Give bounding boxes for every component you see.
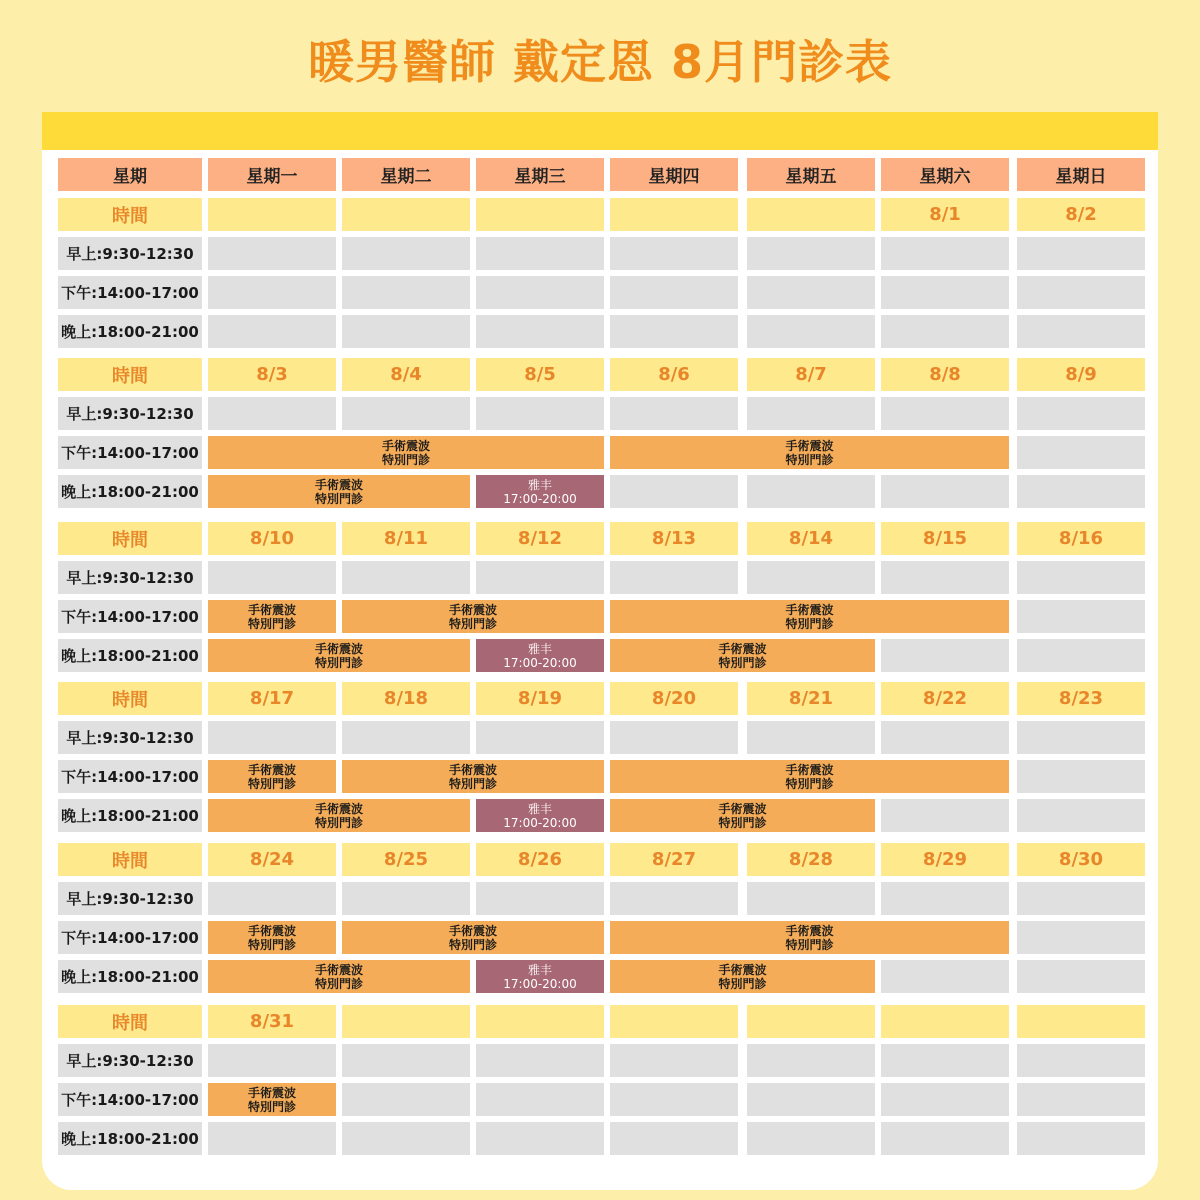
date-cell: 8/26 <box>476 843 604 876</box>
event-line: 特別門診 <box>718 655 767 670</box>
date-cell: 8/19 <box>476 682 604 715</box>
period-label: 晚上:18:00-21:00 <box>58 799 202 832</box>
period-label: 下午:14:00-17:00 <box>58 1083 202 1116</box>
date-cell: 8/29 <box>881 843 1009 876</box>
shockwave-clinic-block <box>610 600 1009 633</box>
shockwave-clinic-block <box>610 760 1009 793</box>
event-line: 17:00-20:00 <box>503 491 577 506</box>
page-title: 暖男醫師 戴定恩 8月門診表 <box>307 35 893 89</box>
event-line: 特別門診 <box>247 937 296 952</box>
date-cell: 8/7 <box>747 358 875 391</box>
day-header-7: 星期日 <box>1017 158 1145 191</box>
period-label: 下午:14:00-17:00 <box>58 436 202 469</box>
event-line: 雅丰 <box>527 641 552 656</box>
event-line: 手術震波 <box>314 801 363 816</box>
event-line: 手術震波 <box>247 602 296 617</box>
period-label: 晚上:18:00-21:00 <box>58 1122 202 1155</box>
period-label: 下午:14:00-17:00 <box>58 760 202 793</box>
empty-slot <box>747 397 875 430</box>
empty-slot <box>476 1044 604 1077</box>
empty-slot <box>1017 639 1145 672</box>
empty-slot <box>881 721 1009 754</box>
event-line: 手術震波 <box>247 1085 296 1100</box>
empty-slot <box>1017 315 1145 348</box>
empty-slot <box>1017 1083 1145 1116</box>
empty-slot <box>747 882 875 915</box>
event-line: 特別門診 <box>785 616 834 631</box>
empty-slot <box>881 397 1009 430</box>
day-header-1: 星期一 <box>208 158 336 191</box>
time-label: 時間 <box>58 358 202 391</box>
shockwave-clinic-block <box>342 760 604 793</box>
empty-slot <box>208 1122 336 1155</box>
event-line: 特別門診 <box>718 815 767 830</box>
date-cell <box>342 198 470 231</box>
date-cell <box>208 198 336 231</box>
date-cell: 8/3 <box>208 358 336 391</box>
period-label: 早上:9:30-12:30 <box>58 237 202 270</box>
event-line: 手術震波 <box>314 962 363 977</box>
empty-slot <box>342 315 470 348</box>
date-cell: 8/12 <box>476 522 604 555</box>
date-cell: 8/20 <box>610 682 738 715</box>
event-line: 手術震波 <box>718 962 767 977</box>
empty-slot <box>747 237 875 270</box>
empty-slot <box>1017 475 1145 508</box>
empty-slot <box>208 721 336 754</box>
event-line: 手術震波 <box>785 438 834 453</box>
event-line: 手術震波 <box>448 602 497 617</box>
event-line: 手術震波 <box>247 762 296 777</box>
date-cell: 8/10 <box>208 522 336 555</box>
empty-slot <box>208 315 336 348</box>
empty-slot <box>610 1083 738 1116</box>
empty-slot <box>1017 921 1145 954</box>
date-cell <box>342 1005 470 1038</box>
event-line: 手術震波 <box>785 762 834 777</box>
event-line: 手術震波 <box>785 602 834 617</box>
empty-slot <box>610 315 738 348</box>
event-line: 特別門診 <box>247 776 296 791</box>
event-line: 手術震波 <box>314 641 363 656</box>
empty-slot <box>881 1044 1009 1077</box>
empty-slot <box>476 237 604 270</box>
empty-slot <box>881 315 1009 348</box>
empty-slot <box>1017 1044 1145 1077</box>
day-header-5: 星期五 <box>747 158 875 191</box>
shockwave-clinic-block <box>208 475 470 508</box>
event-line: 特別門診 <box>381 452 430 467</box>
date-cell: 8/14 <box>747 522 875 555</box>
date-cell: 8/15 <box>881 522 1009 555</box>
shockwave-clinic-block <box>208 760 336 793</box>
empty-slot <box>881 1083 1009 1116</box>
date-cell: 8/4 <box>342 358 470 391</box>
empty-slot <box>610 475 738 508</box>
period-label: 晚上:18:00-21:00 <box>58 315 202 348</box>
empty-slot <box>476 1083 604 1116</box>
date-cell: 8/2 <box>1017 198 1145 231</box>
empty-slot <box>1017 721 1145 754</box>
date-cell: 8/17 <box>208 682 336 715</box>
event-line: 特別門診 <box>314 815 363 830</box>
empty-slot <box>208 397 336 430</box>
empty-slot <box>747 315 875 348</box>
empty-slot <box>747 1122 875 1155</box>
period-label: 早上:9:30-12:30 <box>58 561 202 594</box>
date-cell: 8/25 <box>342 843 470 876</box>
empty-slot <box>342 1083 470 1116</box>
event-line: 特別門診 <box>314 655 363 670</box>
yafeng-block <box>476 639 604 672</box>
period-label: 早上:9:30-12:30 <box>58 1044 202 1077</box>
event-line: 手術震波 <box>448 923 497 938</box>
date-cell <box>476 1005 604 1038</box>
date-cell: 8/30 <box>1017 843 1145 876</box>
empty-slot <box>610 397 738 430</box>
date-cell: 8/8 <box>881 358 1009 391</box>
event-line: 手術震波 <box>718 641 767 656</box>
date-cell: 8/9 <box>1017 358 1145 391</box>
date-cell: 8/1 <box>881 198 1009 231</box>
empty-slot <box>881 639 1009 672</box>
period-label: 晚上:18:00-21:00 <box>58 960 202 993</box>
event-line: 特別門診 <box>785 452 834 467</box>
empty-slot <box>881 960 1009 993</box>
empty-slot <box>1017 237 1145 270</box>
event-line: 特別門診 <box>247 1099 296 1114</box>
empty-slot <box>881 475 1009 508</box>
empty-slot <box>1017 882 1145 915</box>
shockwave-clinic-block <box>208 921 336 954</box>
empty-slot <box>610 721 738 754</box>
event-line: 17:00-20:00 <box>503 655 577 670</box>
empty-slot <box>476 315 604 348</box>
time-label: 時間 <box>58 682 202 715</box>
event-line: 特別門診 <box>785 776 834 791</box>
date-cell <box>881 1005 1009 1038</box>
event-line: 雅丰 <box>527 477 552 492</box>
shockwave-clinic-block <box>342 921 604 954</box>
date-cell <box>476 198 604 231</box>
yafeng-block <box>476 475 604 508</box>
event-line: 雅丰 <box>527 801 552 816</box>
shockwave-clinic-block <box>610 799 875 832</box>
event-line: 特別門診 <box>718 976 767 991</box>
empty-slot <box>610 1044 738 1077</box>
time-label: 時間 <box>58 843 202 876</box>
period-label: 早上:9:30-12:30 <box>58 397 202 430</box>
empty-slot <box>881 237 1009 270</box>
empty-slot <box>747 276 875 309</box>
empty-slot <box>747 1044 875 1077</box>
shockwave-clinic-block <box>610 639 875 672</box>
empty-slot <box>881 1122 1009 1155</box>
empty-slot <box>208 237 336 270</box>
empty-slot <box>342 397 470 430</box>
period-label: 早上:9:30-12:30 <box>58 721 202 754</box>
empty-slot <box>1017 1122 1145 1155</box>
date-cell: 8/24 <box>208 843 336 876</box>
shockwave-clinic-block <box>342 600 604 633</box>
event-line: 特別門診 <box>314 491 363 506</box>
date-cell: 8/5 <box>476 358 604 391</box>
empty-slot <box>1017 760 1145 793</box>
event-line: 手術震波 <box>381 438 430 453</box>
event-line: 特別門診 <box>448 937 497 952</box>
event-line: 特別門診 <box>448 776 497 791</box>
date-cell <box>1017 1005 1145 1038</box>
schedule-card <box>42 112 1158 1190</box>
time-label: 時間 <box>58 522 202 555</box>
empty-slot <box>610 276 738 309</box>
empty-slot <box>208 1044 336 1077</box>
date-cell: 8/23 <box>1017 682 1145 715</box>
event-line: 手術震波 <box>247 923 296 938</box>
event-line: 特別門診 <box>448 616 497 631</box>
event-line: 17:00-20:00 <box>503 815 577 830</box>
empty-slot <box>881 799 1009 832</box>
empty-slot <box>476 276 604 309</box>
empty-slot <box>208 561 336 594</box>
empty-slot <box>342 721 470 754</box>
empty-slot <box>610 882 738 915</box>
shockwave-clinic-block <box>208 436 604 469</box>
period-label: 晚上:18:00-21:00 <box>58 639 202 672</box>
empty-slot <box>747 721 875 754</box>
date-cell: 8/16 <box>1017 522 1145 555</box>
empty-slot <box>342 1044 470 1077</box>
shockwave-clinic-block <box>208 639 470 672</box>
period-label: 晚上:18:00-21:00 <box>58 475 202 508</box>
yafeng-block <box>476 960 604 993</box>
empty-slot <box>476 882 604 915</box>
period-label: 下午:14:00-17:00 <box>58 921 202 954</box>
day-header-2: 星期二 <box>342 158 470 191</box>
empty-slot <box>342 561 470 594</box>
date-cell: 8/31 <box>208 1005 336 1038</box>
event-line: 17:00-20:00 <box>503 976 577 991</box>
empty-slot <box>342 237 470 270</box>
empty-slot <box>208 276 336 309</box>
date-cell <box>747 1005 875 1038</box>
empty-slot <box>1017 799 1145 832</box>
empty-slot <box>1017 600 1145 633</box>
empty-slot <box>1017 276 1145 309</box>
event-line: 手術震波 <box>785 923 834 938</box>
yafeng-block <box>476 799 604 832</box>
day-header-0: 星期 <box>58 158 202 191</box>
event-line: 特別門診 <box>247 616 296 631</box>
shockwave-clinic-block <box>610 921 1009 954</box>
date-cell: 8/28 <box>747 843 875 876</box>
event-line: 手術震波 <box>448 762 497 777</box>
empty-slot <box>208 882 336 915</box>
empty-slot <box>476 1122 604 1155</box>
shockwave-clinic-block <box>610 960 875 993</box>
shockwave-clinic-block <box>208 799 470 832</box>
event-line: 手術震波 <box>314 477 363 492</box>
day-header-3: 星期三 <box>476 158 604 191</box>
empty-slot <box>881 882 1009 915</box>
date-cell <box>747 198 875 231</box>
empty-slot <box>610 1122 738 1155</box>
empty-slot <box>476 397 604 430</box>
empty-slot <box>476 561 604 594</box>
shockwave-clinic-block <box>208 960 470 993</box>
period-label: 下午:14:00-17:00 <box>58 600 202 633</box>
shockwave-clinic-block <box>208 1083 336 1116</box>
empty-slot <box>342 1122 470 1155</box>
period-label: 早上:9:30-12:30 <box>58 882 202 915</box>
empty-slot <box>342 882 470 915</box>
date-cell: 8/27 <box>610 843 738 876</box>
day-header-4: 星期四 <box>610 158 738 191</box>
event-line: 特別門診 <box>314 976 363 991</box>
time-label: 時間 <box>58 1005 202 1038</box>
empty-slot <box>610 561 738 594</box>
date-cell: 8/18 <box>342 682 470 715</box>
date-cell: 8/21 <box>747 682 875 715</box>
event-line: 雅丰 <box>527 962 552 977</box>
date-cell: 8/13 <box>610 522 738 555</box>
empty-slot <box>747 561 875 594</box>
time-label: 時間 <box>58 198 202 231</box>
card-header-band <box>42 112 1158 150</box>
empty-slot <box>342 276 470 309</box>
shockwave-clinic-block <box>610 436 1009 469</box>
empty-slot <box>1017 436 1145 469</box>
date-cell <box>610 1005 738 1038</box>
empty-slot <box>610 237 738 270</box>
date-cell: 8/11 <box>342 522 470 555</box>
empty-slot <box>881 561 1009 594</box>
empty-slot <box>747 475 875 508</box>
date-cell: 8/22 <box>881 682 1009 715</box>
empty-slot <box>1017 960 1145 993</box>
day-header-6: 星期六 <box>881 158 1009 191</box>
empty-slot <box>476 721 604 754</box>
empty-slot <box>747 1083 875 1116</box>
empty-slot <box>881 276 1009 309</box>
date-cell <box>610 198 738 231</box>
shockwave-clinic-block <box>208 600 336 633</box>
date-cell: 8/6 <box>610 358 738 391</box>
empty-slot <box>1017 397 1145 430</box>
period-label: 下午:14:00-17:00 <box>58 276 202 309</box>
empty-slot <box>1017 561 1145 594</box>
event-line: 特別門診 <box>785 937 834 952</box>
event-line: 手術震波 <box>718 801 767 816</box>
